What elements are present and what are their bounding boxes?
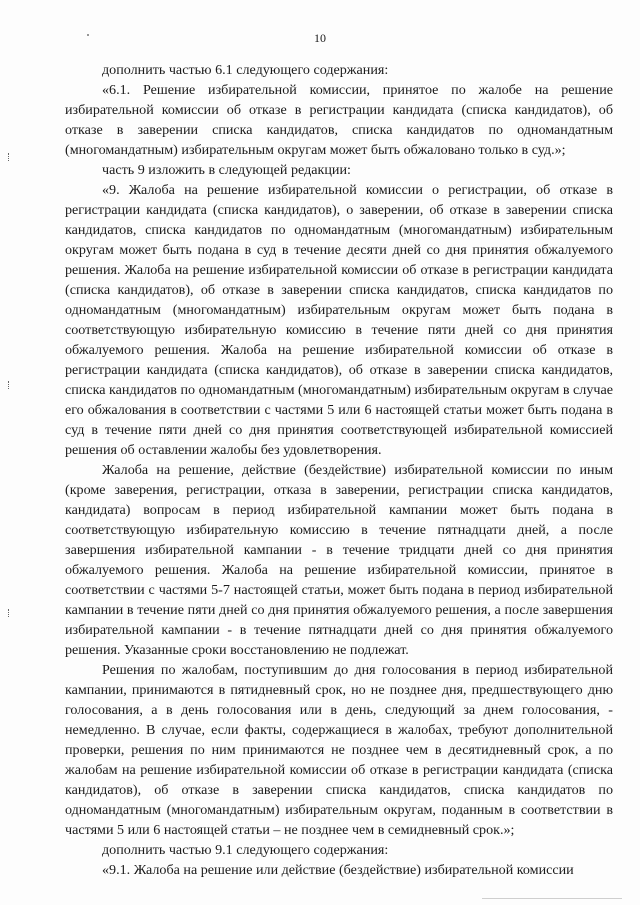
- scan-artifact-mark: [8, 609, 12, 617]
- page-number: 10: [314, 31, 326, 45]
- scan-edge-line: [482, 898, 622, 899]
- paragraph-decisions: Решения по жалобам, поступившим до дня голосования в период избирательной кампании, принимаются в пятидневный срок, но не позднее дня, предшествующего дню голосования, а в день голосования или в день, следующий за днем голосования, - немедленно. В случае, если факты, содержащиеся в жалобах, требуют дополнительной проверки, решения по ним принимаются не позднее чем в десятидневный срок, а по жалобам на решение избирательной комиссии об отказе в регистрации кандидата (списка кандидатов), об отказе в заверении списка кандидатов, списка кандидатов по одномандатным (многомандатным) избирательным округам, поданным в соответствии в частями 5 или 6 настоящей статьи – не позднее чем в семидневный срок.»;: [65, 662, 613, 838]
- scan-artifact-dot: [87, 34, 89, 36]
- paragraph-amend-9: часть 9 изложить в следующей редакции:: [102, 162, 351, 178]
- paragraph-part-6-1: «6.1. Решение избирательной комиссии, принятое по жалобе на решение избирательной комиссии об отказе в регистрации кандидата (списка кандидатов), об отказе в заверении списка кандидатов, списка кандидатов по одномандатным (многомандатным) избирательным округам может быть обжаловано только в суд.»;: [65, 82, 613, 158]
- paragraph-part-9: «9. Жалоба на решение избирательной комиссии о регистрации, об отказе в регистрации кандидата (списка кандидатов), о заверении, об отказе в заверении списка кандидатов, списка кандидатов по одномандатным (многомандатным) избирательным округам может быть подана в суд в течение десяти дней со дня принятия обжалуемого решения. Жалоба на решение избирательной комиссии об отказе в регистрации кандидата (списка кандидатов), об отказе в заверении списка кандидатов, списка кандидатов по одномандатным (многомандатным) избирательным округам может быть подана в соответствующую избирательную комиссию в течение пяти дней со дня принятия обжалуемого решения. Жалоба на решение избирательной комиссии об отказе в регистрации кандидата (списка кандидатов), об отказе в заверении списка кандидатов, списка кандидатов по одномандатным (многомандатным) избирательным округам в случае его обжалования в соответствии с частями 5 или 6 настоящей статьи может быть подана в суд в течение пяти дней со дня принятия соответствующей избирательной комиссией решения об оставлении жалобы без удовлетворения.: [65, 182, 613, 458]
- paragraph-complaint-other: Жалоба на решение, действие (бездействие) избирательной комиссии по иным (кроме заверения, регистрации, отказа в заверении, регистрации списка кандидатов, кандидата) вопросам в период избирательной кампании может быть подана в соответствующую избирательную комиссию в течение пятнадцати дней, а после завершения избирательной кампании - в течение тридцати дней со дня принятия обжалуемого решения. Жалоба на решение избирательной комиссии, принятое в соответствии с частями 5-7 настоящей статьи, может быть подана в период избирательной кампании в течение пяти дней со дня принятия обжалуемого решения, а после завершения избирательной кампании - в течение пятнадцати дней со дня принятия обжалуемого решения. Указанные сроки восстановлению не подлежат.: [65, 462, 613, 658]
- document-body: [65, 60, 613, 880]
- paragraph-amend-9-1: дополнить частью 9.1 следующего содержания:: [102, 842, 389, 858]
- scan-artifact-mark: [8, 153, 12, 161]
- paragraph-part-9-1: «9.1. Жалоба на решение или действие (бездействие) избирательной комиссии: [102, 862, 574, 878]
- paragraph-amend-6-1: дополнить частью 6.1 следующего содержания:: [102, 62, 389, 78]
- scan-artifact-mark: [8, 381, 12, 389]
